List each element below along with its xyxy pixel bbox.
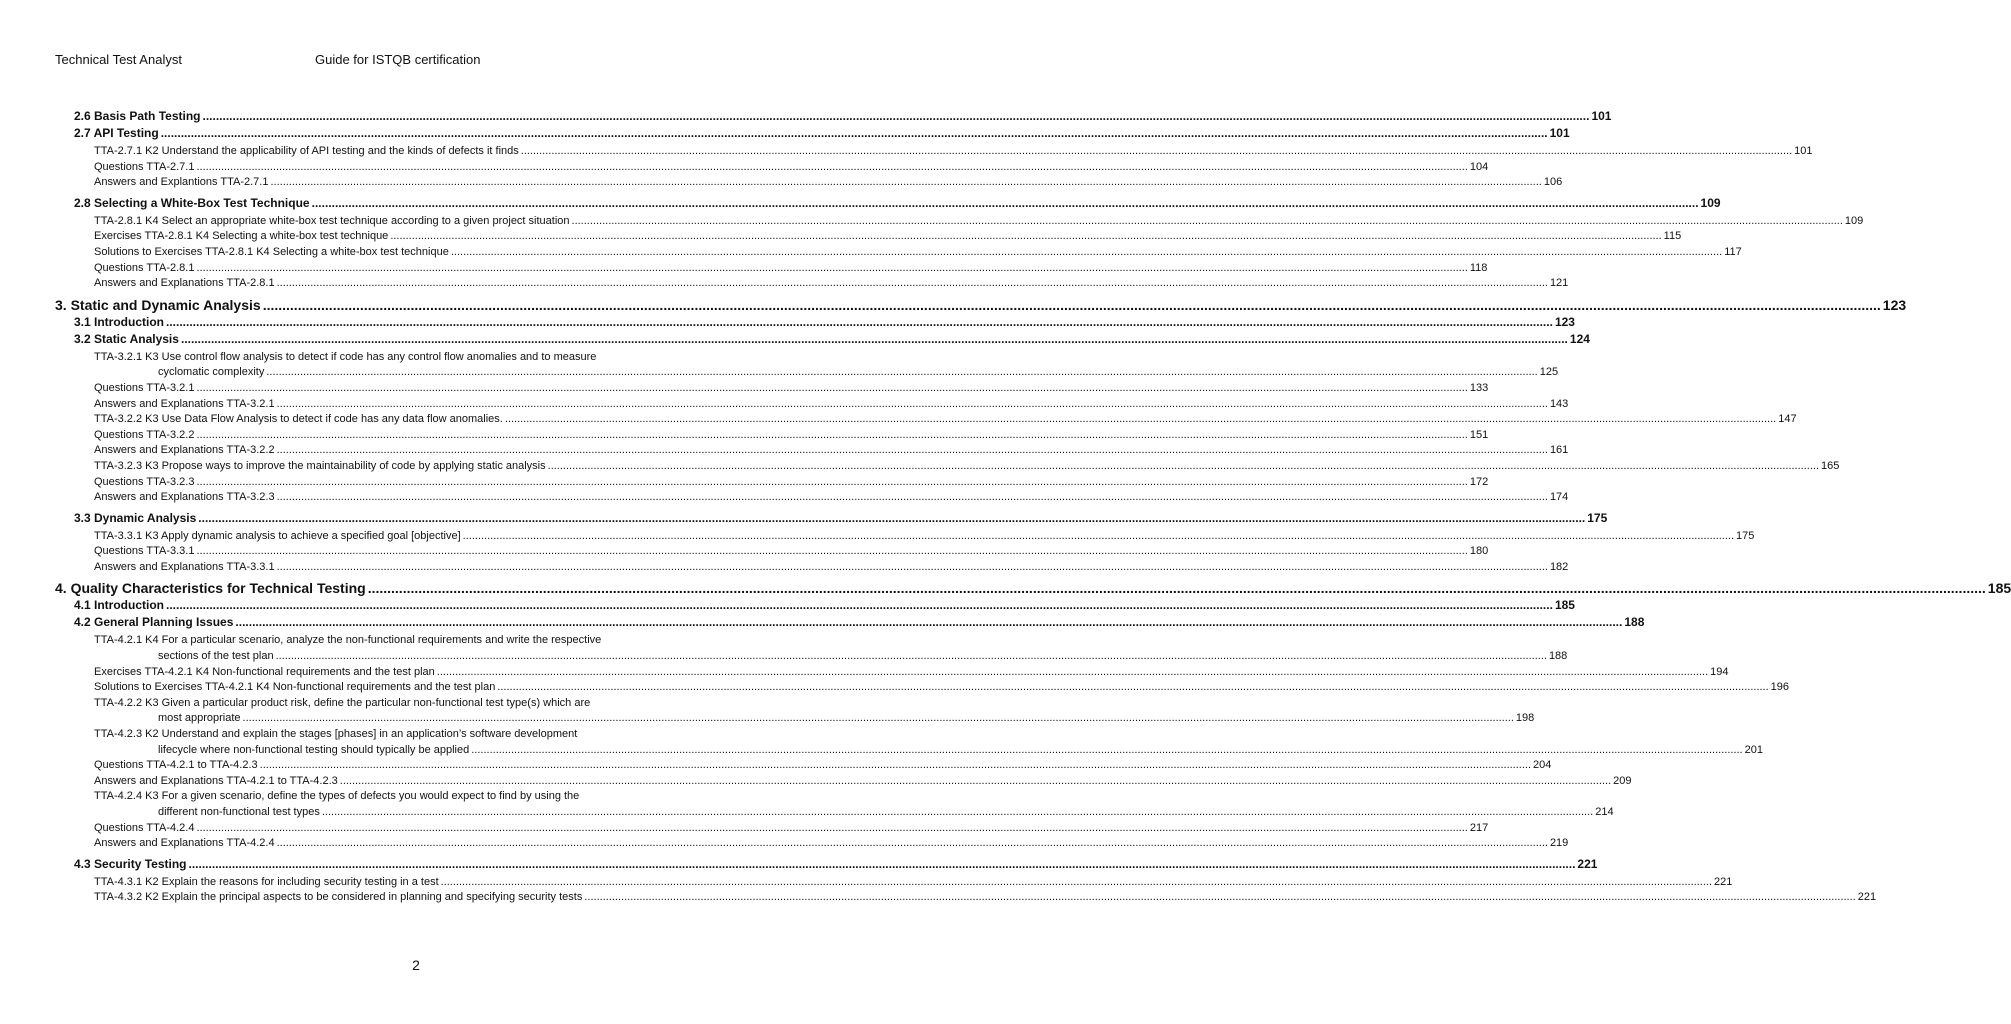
- dot-leader: [277, 836, 1548, 852]
- toc-page-number: 188: [1548, 650, 1568, 663]
- toc-entry-text: Questions TTA-4.2.1 to TTA-4.2.3: [94, 759, 258, 772]
- toc-entry[interactable]: [94, 144, 1813, 160]
- toc-entry-text: TTA-3.2.3 K3 Propose ways to improve the maintainability of code by applying static analysis: [94, 459, 546, 472]
- dot-leader: [166, 597, 1553, 614]
- dot-leader: [312, 195, 1699, 212]
- toc-page-number: 118: [1469, 261, 1488, 274]
- dot-leader: [584, 890, 1855, 906]
- toc-entry[interactable]: [94, 529, 1755, 545]
- dot-leader: [276, 649, 1547, 665]
- toc-entry-continuation: different non-functional test types: [158, 806, 320, 818]
- toc-entry[interactable]: [94, 475, 1489, 491]
- dot-leader: [497, 680, 1768, 696]
- dot-leader: [390, 229, 1661, 245]
- toc-entry-text: Answers and Explanations TTA-2.8.1: [94, 277, 275, 290]
- dot-leader: [548, 459, 1819, 475]
- toc-section[interactable]: [74, 614, 1645, 631]
- toc-page-number: 133: [1469, 381, 1489, 394]
- page-number: 2: [412, 957, 420, 973]
- toc-page-number: 151: [1469, 428, 1489, 441]
- dot-leader: [277, 397, 1548, 413]
- dot-leader: [572, 214, 1843, 230]
- toc-entry-text: Exercises TTA-2.8.1 K4 Selecting a white-box test technique: [94, 230, 389, 243]
- dot-leader: [263, 296, 1881, 314]
- toc-entry[interactable]: [94, 214, 1864, 230]
- dot-leader: [471, 743, 1742, 759]
- toc-entry[interactable]: [94, 890, 1877, 906]
- toc-entry-text: TTA-4.2.4 K3 For a given scenario, define the types of defects you would expect to find by using the: [94, 790, 580, 803]
- toc-entry[interactable]: [94, 350, 1559, 381]
- toc-entry-text: Answers and Explanations TTA-4.2.4: [94, 837, 275, 850]
- dot-leader: [196, 428, 1467, 444]
- toc-entry-text: 4.2 General Planning Issues: [74, 615, 234, 630]
- toc-page-number: 201: [1744, 743, 1763, 756]
- dot-leader: [196, 821, 1467, 837]
- toc-page-number: 175: [1587, 510, 1608, 525]
- toc-page-number: 101: [1794, 145, 1813, 157]
- toc-entry[interactable]: [94, 821, 1489, 837]
- toc-entry-text: TTA-2.8.1 K4 Select an appropriate white-box test technique according to a given project situation: [94, 214, 570, 227]
- toc-entry[interactable]: [94, 276, 1569, 292]
- toc-entry[interactable]: [94, 459, 1840, 475]
- toc-entry-text: TTA-3.2.1 K3 Use control flow analysis to detect if code has any control flow anomalies and to measure: [94, 350, 597, 363]
- dot-leader: [181, 331, 1568, 348]
- toc-page-number: 106: [1543, 176, 1563, 189]
- toc-entry-text: TTA-4.2.1 K4 For a particular scenario, analyze the non-functional requirements and write the respective: [94, 634, 602, 647]
- toc-entry-text: TTA-3.3.1 K3 Apply dynamic analysis to achieve a specified goal [objective]: [94, 529, 461, 542]
- dot-leader: [277, 560, 1548, 576]
- toc-entry[interactable]: [94, 245, 1742, 261]
- toc-entry-text: 3.1 Introduction: [74, 314, 164, 329]
- toc-entry-text: TTA-2.7.1 K2 Understand the applicability of API testing and the kinds of defects it finds: [94, 145, 519, 157]
- toc-section[interactable]: [74, 314, 1575, 331]
- toc-entry-continuation: sections of the test plan: [158, 650, 274, 663]
- toc-entry-text: Questions TTA-2.7.1: [94, 160, 195, 173]
- toc-entry-text: Answers and Explanations TTA-3.2.2: [94, 444, 275, 457]
- dot-leader: [463, 529, 1734, 545]
- toc-entry-continuation: cyclomatic complexity: [158, 366, 265, 379]
- toc-page-number: 188: [1624, 615, 1645, 630]
- toc-entry-text: 4.3 Security Testing: [74, 856, 187, 871]
- toc-entry[interactable]: [94, 175, 1563, 191]
- toc-page-number: 194: [1710, 665, 1729, 678]
- toc-entry-text: Questions TTA-3.3.1: [94, 545, 195, 558]
- toc-entry-text: Questions TTA-3.2.3: [94, 475, 195, 488]
- toc-section[interactable]: [74, 108, 1612, 125]
- header-title: Technical Test Analyst: [55, 52, 182, 67]
- dot-leader: [340, 774, 1611, 790]
- toc-entry-text: Answers and Explanations TTA-3.2.3: [94, 491, 275, 504]
- toc-entry[interactable]: [94, 875, 1733, 891]
- toc-entry-text: 3.2 Static Analysis: [74, 331, 179, 346]
- toc-page-number: 117: [1724, 245, 1742, 258]
- toc-entry-text: Questions TTA-3.2.1: [94, 381, 195, 394]
- toc-page-number: 165: [1821, 459, 1840, 472]
- toc-section[interactable]: [74, 597, 1575, 614]
- toc-page-number: 214: [1595, 806, 1614, 818]
- toc-chapter[interactable]: [55, 579, 2011, 597]
- toc-entry[interactable]: [94, 229, 1682, 245]
- dot-leader: [235, 614, 1622, 631]
- toc-entry-text: TTA-4.2.3 K2 Understand and explain the stages [phases] in an application’s software development: [94, 728, 578, 741]
- dot-leader: [196, 160, 1467, 176]
- toc-entry-text: Answers and Explanations TTA-3.3.1: [94, 560, 275, 573]
- dot-leader: [243, 711, 1514, 727]
- dot-leader: [270, 175, 1541, 191]
- toc-entry[interactable]: [94, 381, 1489, 397]
- toc-entry[interactable]: [94, 789, 1614, 820]
- header-subtitle: Guide for ISTQB certification: [315, 52, 481, 67]
- toc-entry-continuation: lifecycle where non-functional testing should typically be applied: [158, 743, 470, 756]
- toc-entry[interactable]: [94, 560, 1569, 576]
- toc-page-number: 182: [1549, 560, 1569, 573]
- toc-section[interactable]: [74, 195, 1721, 212]
- toc-entry-text: Solutions to Exercises TTA-4.2.1 K4 Non-functional requirements and the test plan: [94, 681, 496, 694]
- toc-page-number: 124: [1569, 331, 1590, 346]
- page-header: [55, 52, 777, 72]
- dot-leader: [161, 125, 1548, 142]
- toc-page-number: 209: [1613, 774, 1632, 787]
- toc-page-number: 221: [1577, 856, 1598, 871]
- toc-entry-text: Questions TTA-3.2.2: [94, 428, 195, 441]
- dot-leader: [260, 758, 1531, 774]
- toc-entry[interactable]: [94, 665, 1729, 681]
- toc-page-number: 185: [1554, 598, 1575, 613]
- toc-entry[interactable]: [94, 428, 1489, 444]
- toc-page-number: 221: [1714, 875, 1733, 888]
- toc-page-number: 198: [1515, 712, 1535, 725]
- toc-chapter[interactable]: [55, 296, 1907, 314]
- dot-leader: [196, 261, 1467, 277]
- dot-leader: [277, 490, 1548, 506]
- toc-entry[interactable]: [94, 836, 1569, 852]
- toc-page-number: 196: [1770, 681, 1790, 694]
- toc-page-number: 204: [1533, 759, 1552, 772]
- dot-leader: [368, 579, 1986, 597]
- toc-entry-text: Solutions to Exercises TTA-2.8.1 K4 Selecting a white-box test technique: [94, 245, 449, 258]
- toc-entry-text: Answers and Explanations TTA-4.2.1 to TTA-4.2.3: [94, 774, 338, 787]
- toc-entry-text: Answers and Explantions TTA-2.7.1: [94, 176, 269, 189]
- toc-entry[interactable]: [94, 727, 1763, 758]
- dot-leader: [196, 381, 1467, 397]
- toc-entry-text: TTA-4.3.2 K2 Explain the principal aspects to be considered in planning and specifying security tests: [94, 891, 583, 904]
- dot-leader: [277, 276, 1548, 292]
- toc-page-number: 185: [1987, 580, 2011, 597]
- toc-page-number: 221: [1857, 891, 1877, 904]
- toc-page-number: 172: [1469, 475, 1489, 488]
- toc-entry-text: 4. Quality Characteristics for Technical Testing: [55, 580, 366, 597]
- dot-leader: [277, 443, 1548, 459]
- toc-page-number: 104: [1469, 160, 1489, 173]
- dot-leader: [521, 144, 1792, 160]
- toc-entry[interactable]: [94, 412, 1797, 428]
- toc-entry[interactable]: [94, 758, 1552, 774]
- dot-leader: [203, 108, 1590, 125]
- toc-page-number: 101: [1591, 109, 1612, 123]
- toc-entry[interactable]: [94, 680, 1790, 696]
- toc-entry-text: 2.6 Basis Path Testing: [74, 109, 201, 123]
- toc-page-number: 180: [1469, 545, 1489, 558]
- toc-entry[interactable]: [94, 544, 1489, 560]
- dot-leader: [437, 665, 1708, 681]
- toc-entry-continuation: most appropriate: [158, 712, 241, 725]
- toc-page-number: 109: [1700, 195, 1721, 210]
- toc-page-number: 123: [1882, 296, 1907, 313]
- toc-section[interactable]: [74, 125, 1570, 142]
- toc-page-number: 109: [1844, 214, 1864, 227]
- toc-entry-text: 2.8 Selecting a White-Box Test Technique: [74, 195, 310, 210]
- dot-leader: [322, 805, 1593, 821]
- toc-entry-text: 4.1 Introduction: [74, 598, 164, 613]
- toc-section[interactable]: [74, 856, 1598, 873]
- toc-page-number: 161: [1549, 444, 1569, 457]
- dot-leader: [505, 412, 1776, 428]
- toc-entry[interactable]: [94, 160, 1489, 176]
- dot-leader: [441, 875, 1712, 891]
- toc-page-number: 101: [1549, 126, 1570, 140]
- toc-page-number: 219: [1549, 837, 1569, 850]
- toc-entry-text: 3.3 Dynamic Analysis: [74, 510, 197, 525]
- toc-entry-text: Questions TTA-4.2.4: [94, 821, 195, 834]
- dot-leader: [451, 245, 1722, 261]
- toc-page-number: 143: [1549, 397, 1569, 410]
- dot-leader: [196, 475, 1467, 491]
- toc-entry-text: 2.7 API Testing: [74, 126, 159, 140]
- toc-entry-text: Answers and Explanations TTA-3.2.1: [94, 397, 275, 410]
- toc-section[interactable]: [74, 510, 1608, 527]
- dot-leader: [198, 510, 1585, 527]
- toc-entry-text: TTA-4.3.1 K2 Explain the reasons for including security testing in a test: [94, 875, 439, 888]
- toc-entry[interactable]: [94, 261, 1488, 277]
- toc-page-number: 175: [1736, 529, 1755, 542]
- toc-page-number: 121: [1549, 277, 1569, 290]
- table-of-contents: [0, 108, 2011, 906]
- toc-page-number: 125: [1539, 366, 1559, 379]
- toc-entry[interactable]: [94, 774, 1632, 790]
- toc-entry[interactable]: [94, 696, 1535, 727]
- dot-leader: [196, 544, 1467, 560]
- toc-entry-text: 3. Static and Dynamic Analysis: [55, 296, 261, 313]
- toc-page-number: 147: [1778, 413, 1797, 426]
- dot-leader: [266, 365, 1537, 381]
- dot-leader: [188, 856, 1575, 873]
- toc-page-number: 115: [1663, 230, 1682, 243]
- toc-entry[interactable]: [94, 397, 1569, 413]
- toc-page-number: 217: [1469, 821, 1489, 834]
- toc-entry-text: Exercises TTA-4.2.1 K4 Non-functional requirements and the test plan: [94, 665, 435, 678]
- toc-entry[interactable]: [94, 633, 1568, 664]
- toc-entry-text: Questions TTA-2.8.1: [94, 261, 195, 274]
- toc-entry-text: TTA-4.2.2 K3 Given a particular product risk, define the particular non-functional test type(s) which are: [94, 696, 591, 709]
- toc-section[interactable]: [74, 331, 1590, 348]
- toc-entry[interactable]: [94, 443, 1569, 459]
- toc-entry[interactable]: [94, 490, 1569, 506]
- toc-page-number: 123: [1554, 314, 1575, 329]
- toc-page-number: 174: [1549, 491, 1569, 504]
- toc-entry-text: TTA-3.2.2 K3 Use Data Flow Analysis to detect if code has any data flow anomalies.: [94, 413, 503, 426]
- dot-leader: [166, 314, 1553, 331]
